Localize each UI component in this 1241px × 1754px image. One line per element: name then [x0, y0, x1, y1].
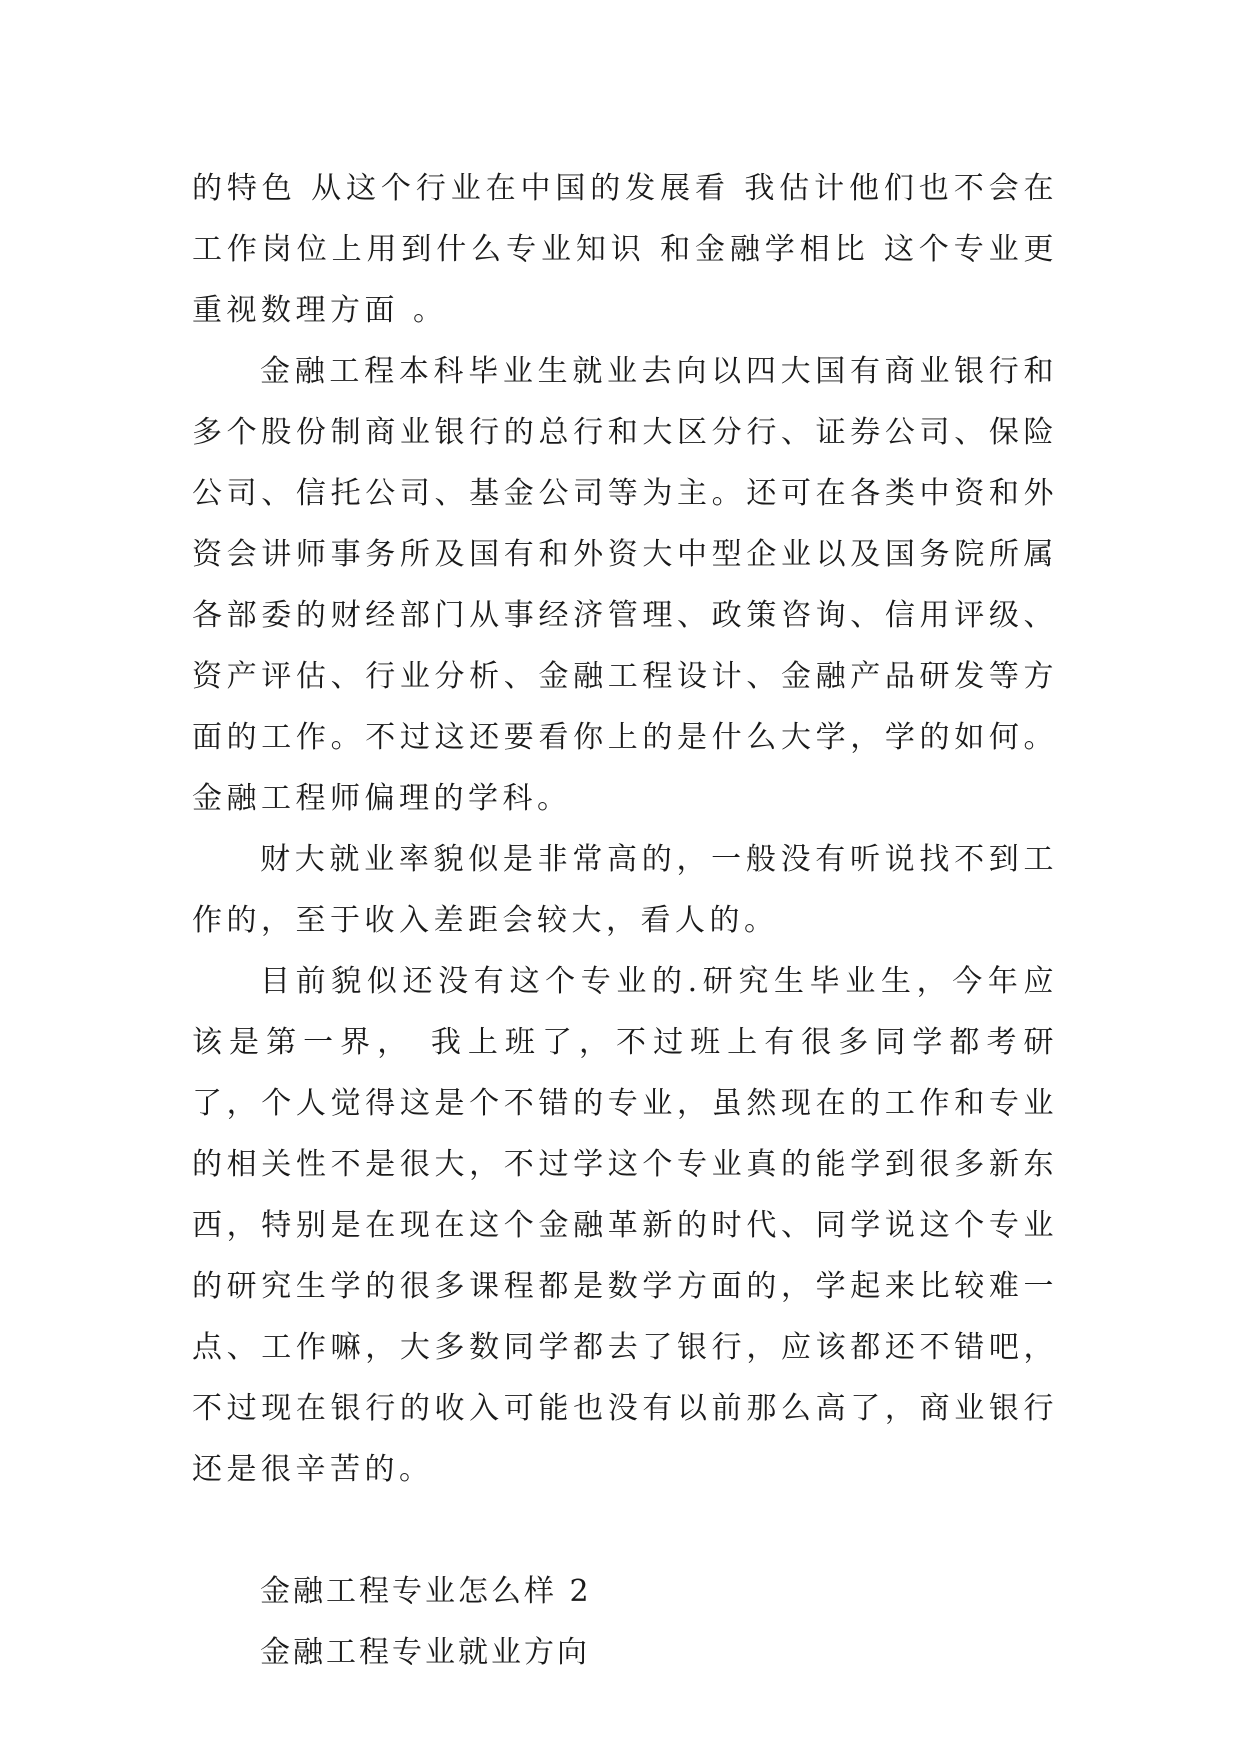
paragraph-graduate-experience: 目前貌似还没有这个专业的.研究生毕业生，今年应该是第一界， 我上班了，不过班上有很多同学都考研了，个人觉得这是个不错的专业，虽然现在的工作和专业的相关性不是很大，不过学这个专业真的能学到很多新东西，特别是在现在这个金融革新的时代、同学说这个专业的研究生学的很多课程都是数学方面的，学起来比较难一点、工作嘛，大多数同学都去了银行，应该都还不错吧，不过现在银行的收入可能也没有以前那么高了，商业银行还是很辛苦的。: [192, 964, 1058, 1487]
paragraph-continuation: 的特色 从这个行业在中国的发展看 我估计他们也不会在工作岗位上用到什么专业知识 和金融学相比 这个专业更重视数理方面 。: [192, 171, 1058, 328]
paragraph-employment-destinations: 金融工程本科毕业生就业去向以四大国有商业银行和多个股份制商业银行的总行和大区分行、证券公司、保险公司、信托公司、基金公司等为主。还可在各类中资和外资会讲师事务所及国有和外资大中型企业以及国务院所属各部委的财经部门从事经济管理、政策咨询、信用评级、资产评估、行业分析、金融工程设计、金融产品研发等方面的工作。不过这还要看你上的是什么大学，学的如何。金融工程师偏理的学科。: [192, 354, 1058, 816]
section-heading: 金融工程专业怎么样 2: [260, 1574, 592, 1609]
document-page: [192, 158, 1058, 1683]
section-spacer: [192, 1500, 1058, 1561]
paragraph-employment-rate: 财大就业率貌似是非常高的，一般没有听说找不到工作的，至于收入差距会较大，看人的。: [192, 842, 1058, 938]
section-subheading: 金融工程专业就业方向: [260, 1635, 590, 1670]
